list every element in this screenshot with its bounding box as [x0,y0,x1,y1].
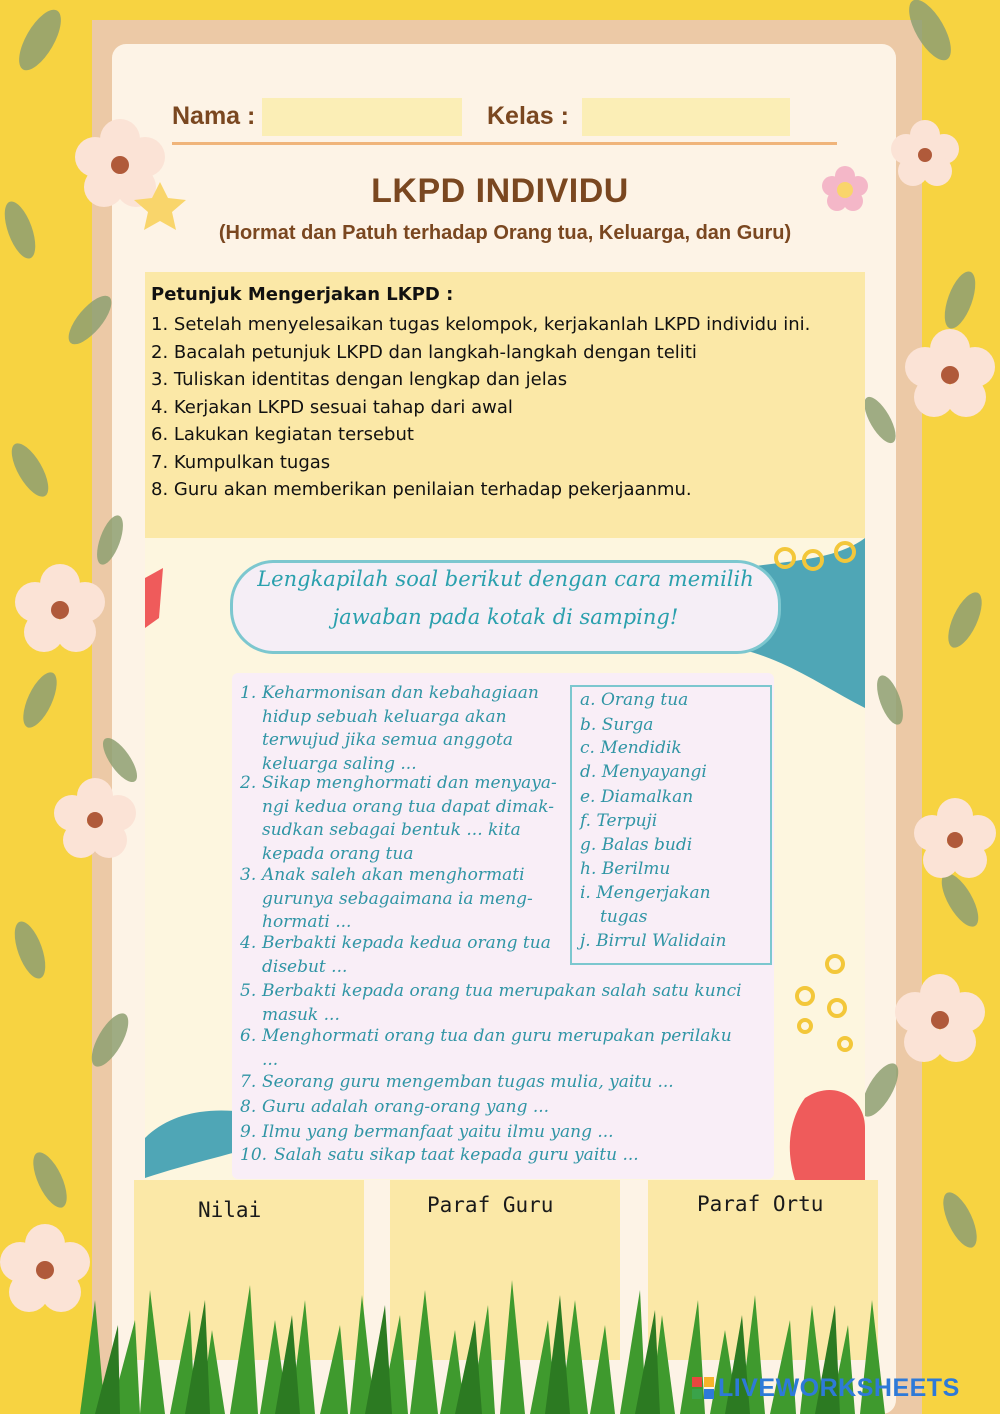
question-item [240,980,742,1027]
question-number: 8. [240,1097,257,1117]
liveworksheets-logo-icon [692,1377,714,1399]
question-text: hidup sebuah keluarga akan [262,706,507,727]
question-text: disebut ... [262,956,348,977]
question-text: Seorang guru mengemban tugas mulia, yaitu ... [262,1072,674,1092]
liveworksheets-watermark: LIVEWORKSHEETS [718,1374,960,1402]
instructions-heading: Petunjuk Mengerjakan LKPD : [151,284,454,305]
answer-option: a. Orang tua [580,690,689,710]
question-item [240,932,551,979]
question-text: gurunya sebagaimana ia meng- [262,888,533,909]
instruction-item: 7. Kumpulkan tugas [151,451,331,473]
answer-option: d. Menyayangi [580,762,707,782]
question-item [240,682,539,776]
question-text: kepada orang tua [262,843,414,864]
instruction-item: 1. Setelah menyelesaikan tugas kelompok, kerjakanlah LKPD individu ini. [151,314,811,335]
instruction-item: 6. Lakukan kegiatan tersebut [151,424,414,445]
page-title: LKPD INDIVIDU [371,172,629,210]
class-input[interactable] [582,98,790,136]
answer-option: tugas [600,907,648,927]
question-text: keluarga saling ... [262,753,417,774]
question-text: ... [262,1049,279,1070]
question-item [240,1144,639,1168]
instruction-item: 8. Guru akan memberikan penilaian terhadap pekerjaanmu. [151,479,692,500]
answer-option: h. Berilmu [580,859,671,879]
question-item [240,772,557,866]
question-number: 5. [240,981,257,1001]
question-item [240,864,533,935]
question-text: terwujud jika semua anggota [262,730,514,750]
question-text: Salah satu sikap taat kepada guru yaitu ... [274,1145,639,1165]
header-underline [172,142,837,145]
question-item [240,1025,732,1072]
page-subtitle: (Hormat dan Patuh terhadap Orang tua, Keluarga, dan Guru) [218,222,792,244]
question-text: Ilmu yang bermanfaat yaitu ilmu yang ... [262,1122,614,1142]
question-item [240,1121,614,1145]
name-label: Nama : [172,102,256,130]
question-text: hormati ... [262,912,352,932]
question-number: 4. [240,933,257,953]
banner-line-1: Lengkapilah soal berikut dengan cara memilih [257,567,754,591]
name-input[interactable] [262,98,462,136]
answer-option: f. Terpuji [580,811,658,831]
class-label: Kelas : [487,102,569,130]
instruction-item: 2. Bacalah petunjuk LKPD dan langkah-langkah dengan teliti [151,341,697,363]
banner-line-2: jawaban pada kotak di samping! [332,605,679,629]
instruction-item: 3. Tuliskan identitas dengan lengkap dan jelas [151,369,568,390]
question-text: sudkan sebagai bentuk ... kita [262,820,521,840]
answer-option: g. Balas budi [580,835,693,855]
question-text: Menghormati orang tua dan guru merupakan perilaku [262,1026,732,1046]
question-text: Keharmonisan dan kebahagiaan [262,683,539,703]
answer-option: j. Birrul Walidain [580,931,727,951]
question-text: Berbakti kepada kedua orang tua [262,933,551,953]
answer-option: c. Mendidik [580,738,682,758]
question-number: 9. [240,1122,257,1142]
question-item [240,1096,549,1120]
instruction-item: 4. Kerjakan LKPD sesuai tahap dari awal [151,396,513,418]
teacher-signature-label: Paraf Guru [427,1193,554,1217]
question-item [240,1071,674,1095]
instructions-list [151,311,810,504]
question-text: Sikap menghormati dan menyaya- [262,773,557,793]
question-number: 6. [240,1026,257,1046]
answer-option: e. Diamalkan [580,787,694,807]
question-number: 10. [240,1145,268,1165]
answer-option: b. Surga [580,715,654,735]
question-text: Berbakti kepada orang tua merupakan salah satu kunci [262,981,742,1001]
question-text: ngi kedua orang tua dapat dimak- [262,796,555,817]
question-number: 2. [240,773,257,793]
answer-option: i. Mengerjakan [580,883,711,903]
question-text: masuk ... [262,1004,340,1025]
question-number: 7. [240,1072,257,1092]
question-number: 1. [240,683,257,703]
parent-signature-label: Paraf Ortu [697,1192,824,1216]
question-text: Anak saleh akan menghormati [262,865,525,885]
question-number: 3. [240,865,257,885]
question-text: Guru adalah orang-orang yang ... [262,1097,550,1117]
score-label: Nilai [198,1198,262,1222]
